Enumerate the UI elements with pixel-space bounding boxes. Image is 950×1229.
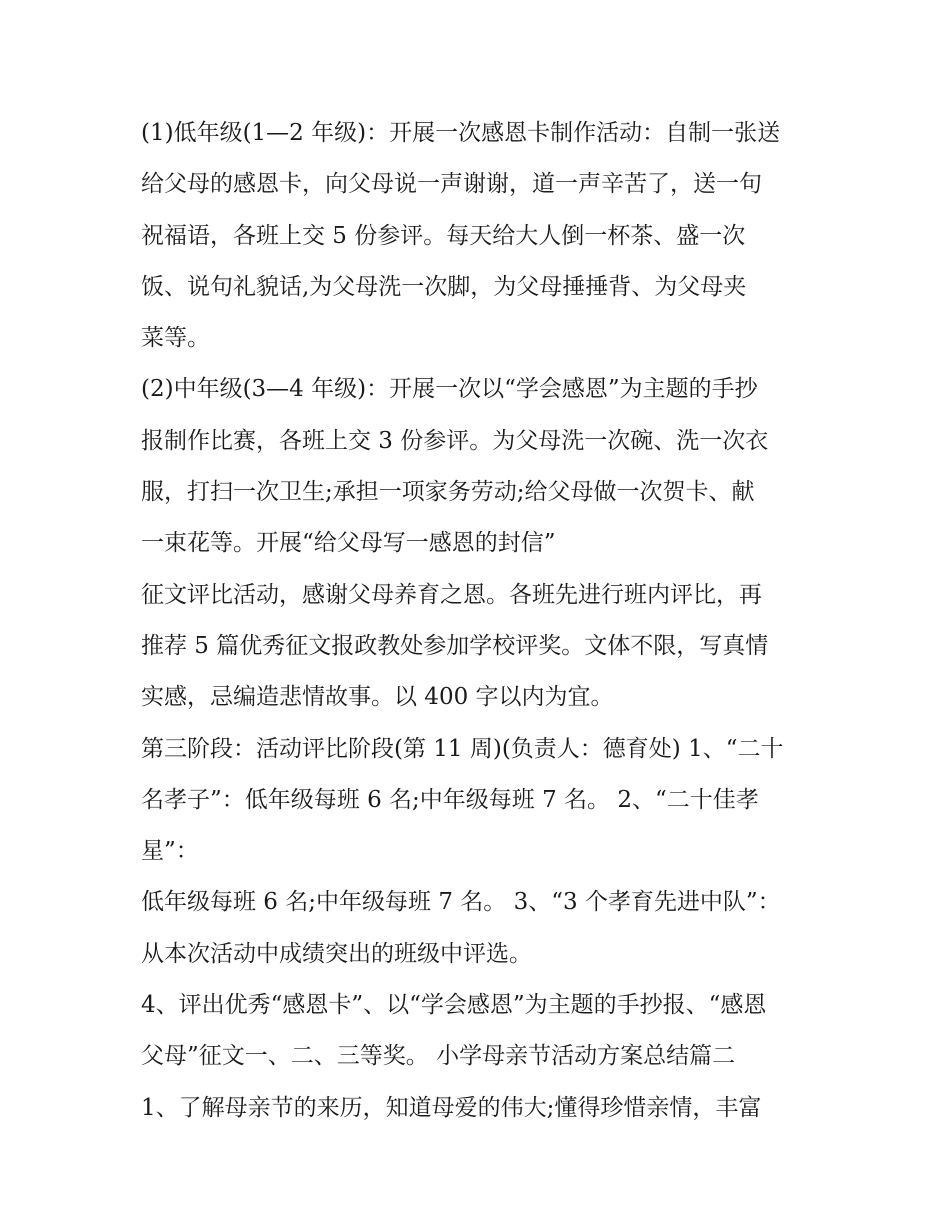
text-line: 报制作比赛，各班上交 3 份参评。为父母洗一次碗、洗一次衣	[141, 427, 769, 454]
text-line: 服，打扫一次卫生;承担一项家务劳动;给父母做一次贺卡、献	[141, 479, 755, 506]
text-line: 祝福语，各班上交 5 份参评。每天给大人倒一杯茶、盛一次	[141, 222, 746, 249]
text-line: 父母”征文一、二、三等奖。 小学母亲节活动方案总结篇二	[141, 1043, 736, 1070]
document-body	[141, 108, 821, 1134]
text-line: 第三阶段：活动评比阶段(第 11 周)(负责人：德育处) 1、“二十	[141, 735, 784, 762]
text-line: (1)低年级(1—2 年级)：开展一次感恩卡制作活动：自制一张送	[141, 120, 781, 146]
text-line: 征文评比活动，感谢父母养育之恩。各班先进行班内评比，再	[141, 581, 762, 608]
text-line: 从本次活动中成绩突出的班级中评选。	[141, 940, 532, 967]
text-line: 饭、说句礼貌话,为父母洗一次脚，为父母捶捶背、为父母夹	[141, 273, 747, 300]
text-line: 低年级每班 6 名;中年级每班 7 名。 3、“3 个孝育先进中队”：	[141, 889, 781, 916]
text-line: 给父母的感恩卡，向父母说一声谢谢，道一声辛苦了，送一句	[141, 171, 762, 198]
text-line: 一束花等。开展“给父母写一感恩的封信”	[141, 530, 556, 557]
text-line: 名孝子”：低年级每班 6 名;中年级每班 7 名。 2、“二十佳孝	[141, 786, 759, 813]
text-line: 实感，忌编造悲情故事。以 400 字以内为宜。	[141, 684, 614, 711]
text-line: 菜等。	[141, 325, 210, 352]
text-line: 星”：	[141, 838, 199, 865]
text-line: 4、评出优秀“感恩卡”、以“学会感恩”为主题的手抄报、“感恩	[141, 992, 767, 1019]
text-line: (2)中年级(3—4 年级)：开展一次以“学会感恩”为主题的手抄	[141, 376, 758, 403]
text-line: 1、了解母亲节的来历，知道母爱的伟大;懂得珍惜亲情，丰富	[141, 1094, 762, 1121]
text-line: 推荐 5 篇优秀征文报政教处参加学校评奖。文体不限，写真情	[141, 632, 769, 659]
